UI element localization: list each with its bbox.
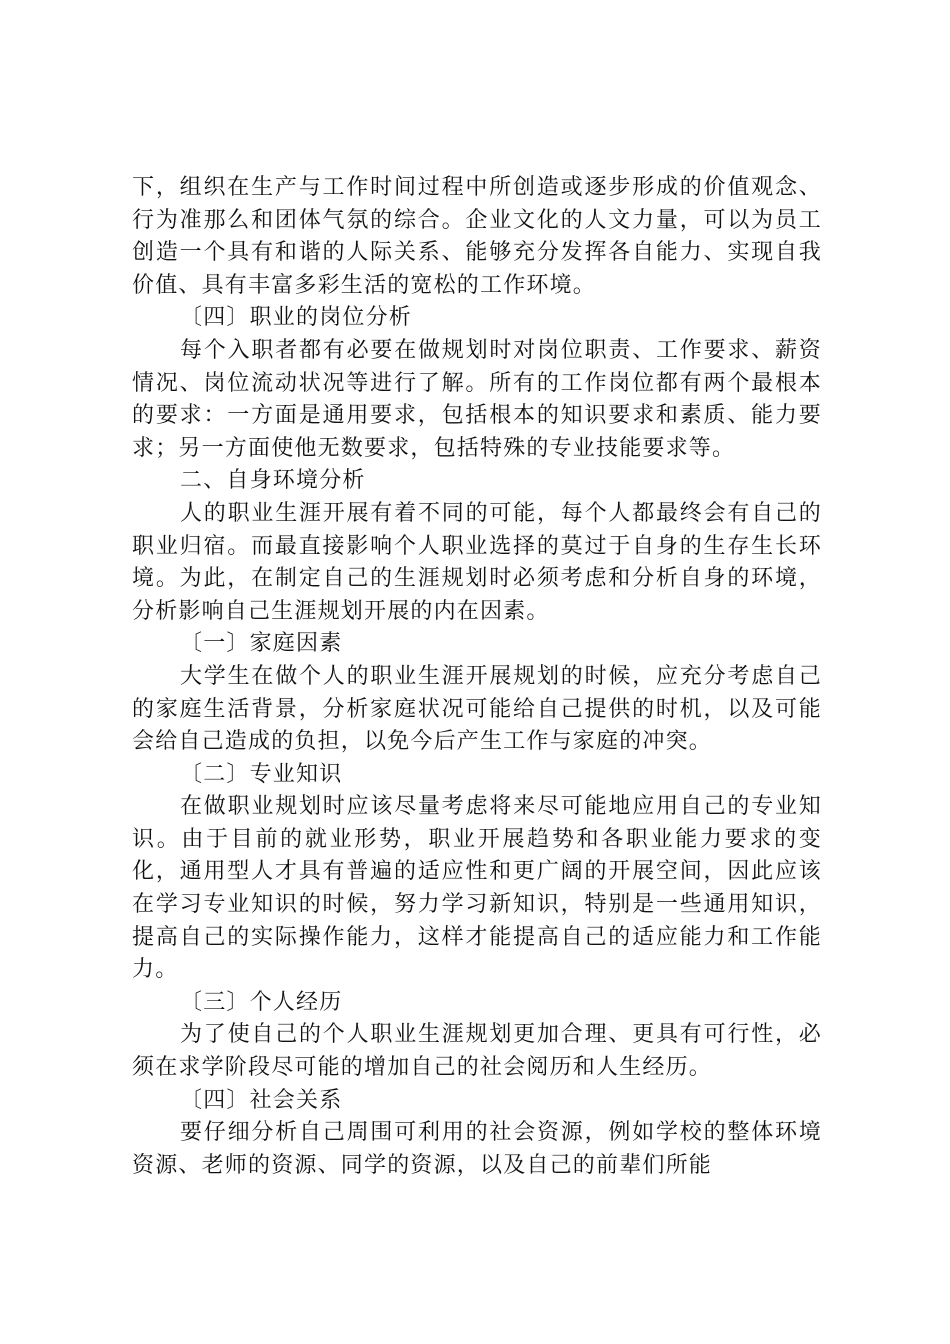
heading-self-environment: 二、自身环境分析 [180, 468, 366, 494]
document-body [132, 172, 822, 1182]
heading-job-position-analysis: 〔四〕职业的岗位分析 [180, 305, 413, 331]
paragraph-continuation: 下，组织在生产与工作时间过程中所创造或逐步形成的价值观念、行为准那么和团体气氛的综合。企业文化的人文力量，可以为员工创造一个具有和谐的人际关系、能够充分发挥各自能力、实现自我价值、具有丰富多彩生活的宽松的工作环境。 [132, 175, 822, 298]
paragraph-family-factors: 大学生在做个人的职业生涯开展规划的时候，应充分考虑自己的家庭生活背景，分析家庭状况可能给自己提供的时机，以及可能会给自己造成的负担，以免今后产生工作与家庭的冲突。 [132, 663, 822, 755]
heading-personal-experience: 〔三〕个人经历 [180, 989, 343, 1015]
heading-family-factors: 〔一〕家庭因素 [180, 631, 343, 657]
heading-social-relations: 〔四〕社会关系 [180, 1087, 343, 1113]
heading-professional-knowledge: 〔二〕专业知识 [180, 761, 343, 787]
paragraph-self-environment: 人的职业生涯开展有着不同的可能，每个人都最终会有自己的职业归宿。而最直接影响个人职业选择的莫过于自身的生存生长环境。为此，在制定自己的生涯规划时必须考虑和分析自身的环境，分析影响自己生涯规划开展的内在因素。 [132, 500, 822, 624]
paragraph-job-position: 每个入职者都有必要在做规划时对岗位职责、工作要求、薪资情况、岗位流动状况等进行了解。所有的工作岗位都有两个最根本的要求：一方面是通用要求，包括根本的知识要求和素质、能力要求；另一方面使他无数要求，包括特殊的专业技能要求等。 [132, 337, 822, 461]
paragraph-personal-experience: 为了使自己的个人职业生涯规划更加合理、更具有可行性，必须在求学阶段尽可能的增加自己的社会阅历和人生经历。 [132, 1022, 822, 1081]
paragraph-professional-knowledge: 在做职业规划时应该尽量考虑将来尽可能地应用自己的专业知识。由于目前的就业形势，职业开展趋势和各职业能力要求的变化，通用型人才具有普遍的适应性和更广阔的开展空间，因此应该在学习专业知识的时候，努力学习新知识，特别是一些通用知识，提高自己的实际操作能力，这样才能提高自己的适应能力和工作能力。 [132, 794, 822, 983]
paragraph-social-relations: 要仔细分析自己周围可利用的社会资源，例如学校的整体环境资源、老师的资源、同学的资源，以及自己的前辈们所能 [132, 1120, 822, 1178]
